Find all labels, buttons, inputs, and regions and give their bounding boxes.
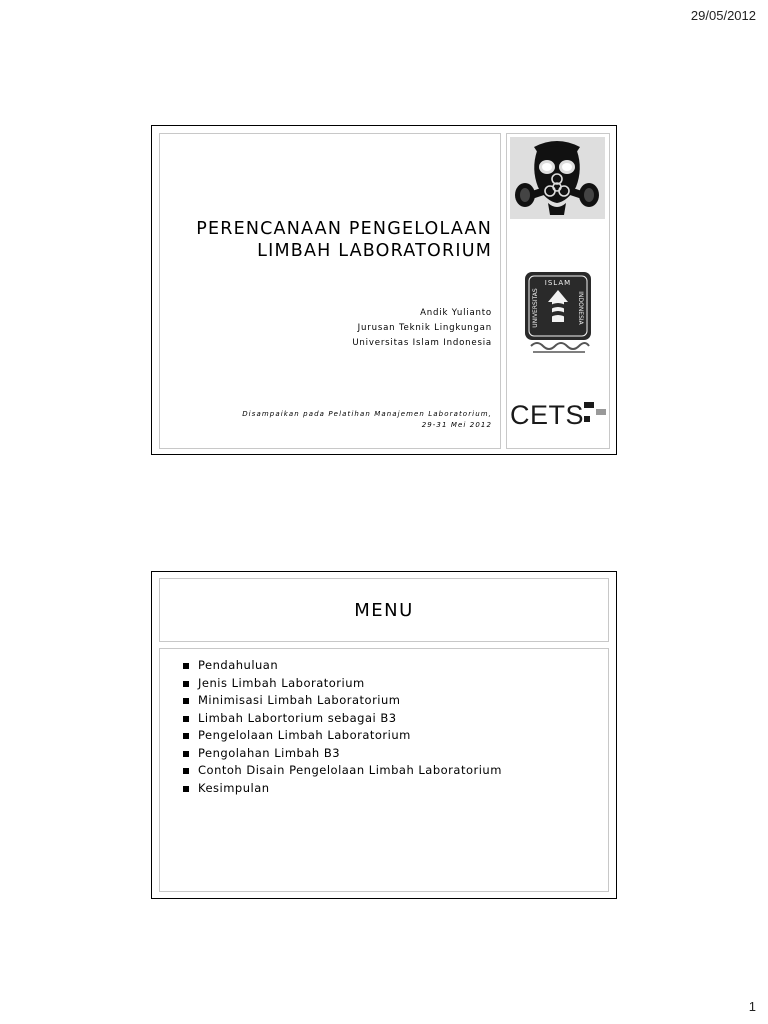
cets-logo	[510, 400, 607, 430]
title-slide	[151, 125, 617, 455]
menu-item-pengolahan: Pengolahan Limbah B3	[182, 745, 502, 763]
presentation-note-line1: Disampaikan pada Pelatihan Manajemen Laboratorium,	[242, 410, 492, 418]
square-bullet-icon	[183, 768, 189, 774]
author-department: Jurusan Teknik Lingkungan	[357, 323, 492, 333]
menu-item-pengelolaan: Pengelolaan Limbah Laboratorium	[182, 727, 502, 745]
square-bullet-icon	[183, 698, 189, 704]
menu-slide	[151, 571, 617, 899]
square-bullet-icon	[183, 786, 189, 792]
presentation-note-line2: 29-31 Mei 2012	[421, 421, 492, 429]
presentation-note	[242, 409, 492, 431]
square-bullet-icon	[183, 733, 189, 739]
slide-title	[172, 218, 492, 262]
title-slide-main-panel	[159, 133, 501, 449]
square-bullet-icon	[183, 663, 189, 669]
author-name: Andik Yulianto	[420, 308, 492, 318]
menu-slide-body	[159, 648, 609, 892]
slide-title-line1: PERENCANAAN PENGELOLAAN	[196, 219, 492, 239]
menu-item-limbah-b3: Limbah Labortorium sebagai B3	[182, 710, 502, 728]
uii-university-logo	[523, 270, 593, 356]
menu-slide-header	[159, 578, 609, 642]
square-bullet-icon	[183, 751, 189, 757]
menu-item-minimisasi: Minimisasi Limbah Laboratorium	[182, 692, 502, 710]
square-bullet-icon	[183, 681, 189, 687]
author-university: Universitas Islam Indonesia	[352, 338, 492, 348]
menu-list	[182, 657, 502, 797]
page-number: 1	[748, 999, 756, 1014]
menu-item-pendahuluan: Pendahuluan	[182, 657, 502, 675]
cets-logo-text: CETS	[510, 400, 585, 430]
page-date: 29/05/2012	[690, 8, 756, 23]
biohazard-gas-mask-icon	[510, 137, 605, 219]
title-slide-logo-panel	[506, 133, 610, 449]
menu-slide-title: MENU	[354, 600, 414, 621]
square-bullet-icon	[183, 716, 189, 722]
menu-item-kesimpulan: Kesimpulan	[182, 780, 502, 798]
menu-item-contoh-disain: Contoh Disain Pengelolaan Limbah Laboratorium	[182, 762, 502, 780]
uii-logo-text-top: ISLAM	[544, 279, 572, 287]
uii-logo-text-right: INDONESIA	[577, 291, 584, 325]
menu-item-jenis-limbah: Jenis Limbah Laboratorium	[182, 675, 502, 693]
author-block	[352, 306, 492, 351]
uii-logo-text-left: UNIVERSITAS	[532, 288, 539, 328]
slide-title-line2: LIMBAH LABORATORIUM	[257, 241, 492, 261]
